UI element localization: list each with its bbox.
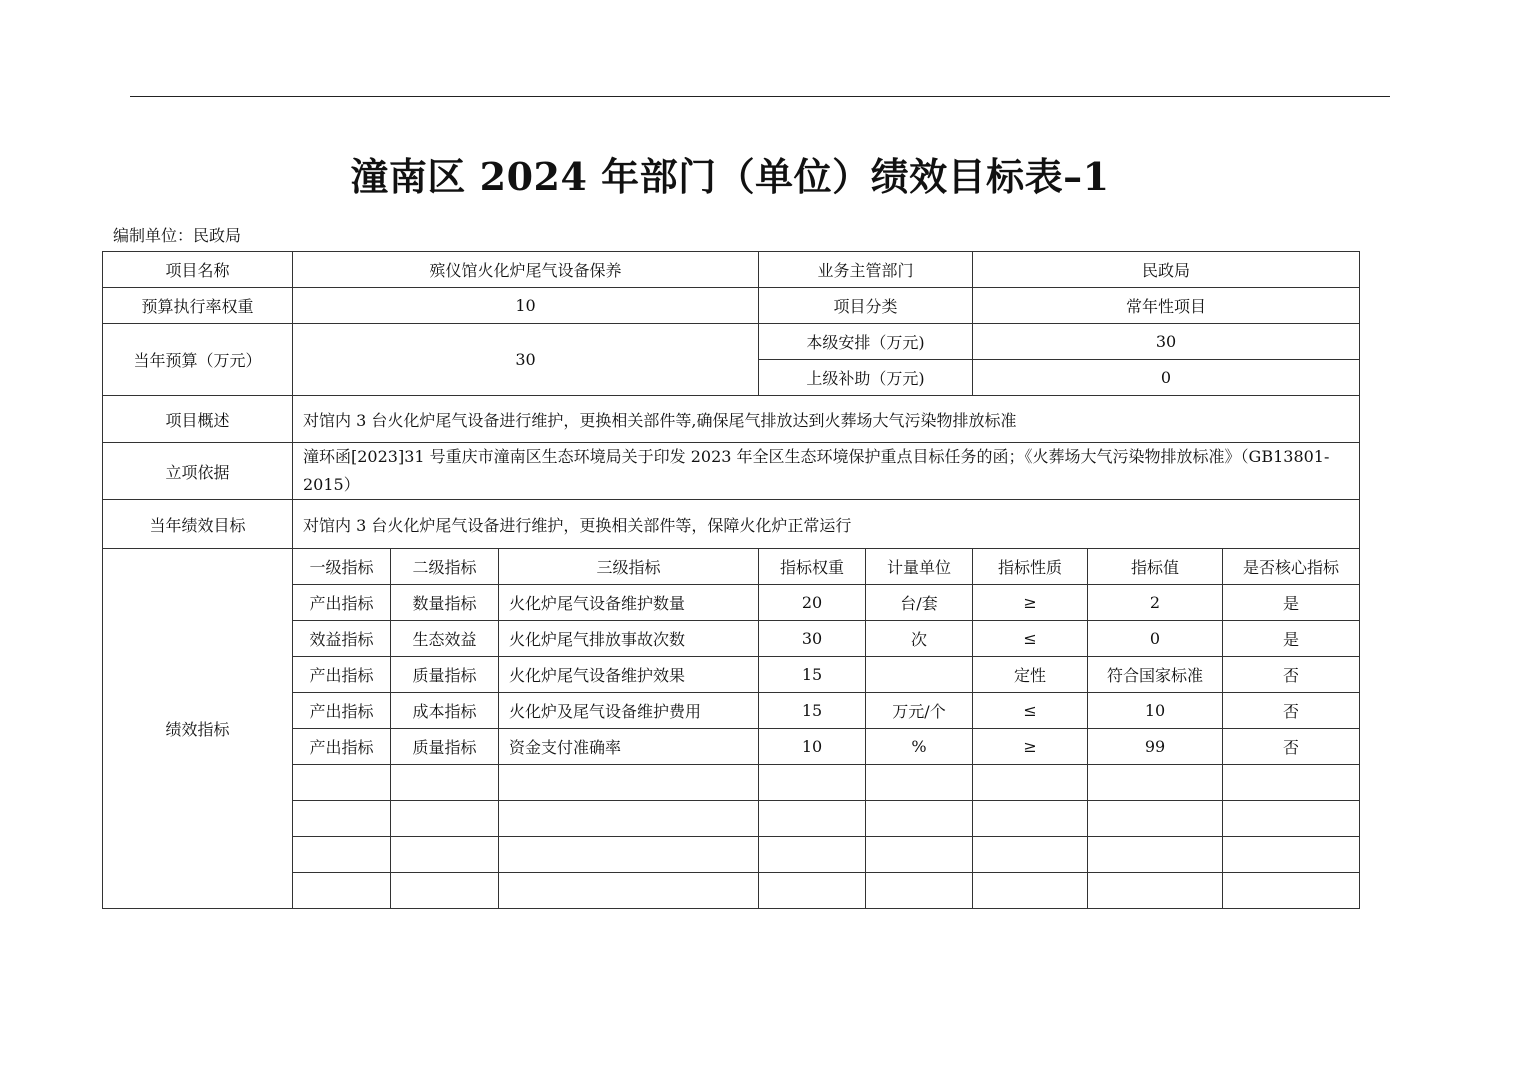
core-cell: 是 bbox=[1223, 585, 1360, 621]
level1-cell: 产出指标 bbox=[293, 729, 391, 765]
level1-cell: 产出指标 bbox=[293, 693, 391, 729]
level3-cell: 火化炉尾气设备维护效果 bbox=[499, 657, 759, 693]
core-cell: 是 bbox=[1223, 621, 1360, 657]
budget-value: 30 bbox=[293, 324, 759, 396]
upper-value: 0 bbox=[973, 360, 1360, 396]
goal-label: 当年绩效目标 bbox=[103, 500, 293, 549]
value-cell: 10 bbox=[1088, 693, 1223, 729]
performance-target-table bbox=[102, 251, 1360, 909]
header-level3: 三级指标 bbox=[499, 549, 759, 585]
indicator-header-row bbox=[103, 549, 1360, 585]
level2-cell: 质量指标 bbox=[391, 729, 499, 765]
core-cell: 否 bbox=[1223, 657, 1360, 693]
header-weight: 指标权重 bbox=[759, 549, 866, 585]
weight-cell: 20 bbox=[759, 585, 866, 621]
goal-value: 对馆内 3 台火化炉尾气设备进行维护，更换相关部件等，保障火化炉正常运行 bbox=[293, 500, 1360, 549]
local-value: 30 bbox=[973, 324, 1360, 360]
basis-label: 立项依据 bbox=[103, 443, 293, 500]
indicators-section-label: 绩效指标 bbox=[103, 549, 293, 909]
level1-cell: 产出指标 bbox=[293, 657, 391, 693]
value-cell: 99 bbox=[1088, 729, 1223, 765]
row-budget-weight bbox=[103, 288, 1360, 324]
value-cell: 0 bbox=[1088, 621, 1223, 657]
nature-cell: ≤ bbox=[973, 693, 1088, 729]
dept-label: 业务主管部门 bbox=[759, 252, 973, 288]
unit-cell: 次 bbox=[866, 621, 973, 657]
level3-cell: 火化炉尾气设备维护数量 bbox=[499, 585, 759, 621]
category-label: 项目分类 bbox=[759, 288, 973, 324]
row-goal bbox=[103, 500, 1360, 549]
header-level1: 一级指标 bbox=[293, 549, 391, 585]
unit-cell bbox=[866, 657, 973, 693]
level3-cell: 火化炉及尾气设备维护费用 bbox=[499, 693, 759, 729]
row-overview bbox=[103, 396, 1360, 443]
header-unit: 计量单位 bbox=[866, 549, 973, 585]
weight-cell: 30 bbox=[759, 621, 866, 657]
header-level2: 二级指标 bbox=[391, 549, 499, 585]
weight-cell: 15 bbox=[759, 693, 866, 729]
local-label: 本级安排（万元) bbox=[759, 324, 973, 360]
budget-label: 当年预算（万元） bbox=[103, 324, 293, 396]
nature-cell: 定性 bbox=[973, 657, 1088, 693]
unit-cell: % bbox=[866, 729, 973, 765]
basis-value: 潼环函[2023]31 号重庆市潼南区生态环境局关于印发 2023 年全区生态环境保护重点目标任务的函；《火葬场大气污染物排放标准》（GB13801-2015） bbox=[293, 443, 1360, 500]
row-basis bbox=[103, 443, 1360, 500]
compiler-unit: 编制单位：民政局 bbox=[113, 226, 242, 245]
dept-value: 民政局 bbox=[973, 252, 1360, 288]
header-nature: 指标性质 bbox=[973, 549, 1088, 585]
header-value: 指标值 bbox=[1088, 549, 1223, 585]
level2-cell: 质量指标 bbox=[391, 657, 499, 693]
weight-cell: 15 bbox=[759, 657, 866, 693]
level1-cell: 产出指标 bbox=[293, 585, 391, 621]
page-title: 潼南区 2024 年部门（单位）绩效目标表–1 bbox=[350, 154, 1110, 199]
project-name-value: 殡仪馆火化炉尾气设备保养 bbox=[293, 252, 759, 288]
nature-cell: ≥ bbox=[973, 585, 1088, 621]
core-cell: 否 bbox=[1223, 693, 1360, 729]
nature-cell: ≤ bbox=[973, 621, 1088, 657]
nature-cell: ≥ bbox=[973, 729, 1088, 765]
overview-value: 对馆内 3 台火化炉尾气设备进行维护，更换相关部件等,确保尾气排放达到火葬场大气污染物排放标准 bbox=[293, 396, 1360, 443]
value-cell: 符合国家标准 bbox=[1088, 657, 1223, 693]
header-rule bbox=[130, 96, 1390, 97]
upper-label: 上级补助（万元) bbox=[759, 360, 973, 396]
row-annual-budget bbox=[103, 324, 1360, 360]
weight-value: 10 bbox=[293, 288, 759, 324]
weight-label: 预算执行率权重 bbox=[103, 288, 293, 324]
weight-cell: 10 bbox=[759, 729, 866, 765]
unit-cell: 万元/个 bbox=[866, 693, 973, 729]
unit-cell: 台/套 bbox=[866, 585, 973, 621]
header-core: 是否核心指标 bbox=[1223, 549, 1360, 585]
overview-label: 项目概述 bbox=[103, 396, 293, 443]
row-project-name bbox=[103, 252, 1360, 288]
level2-cell: 成本指标 bbox=[391, 693, 499, 729]
value-cell: 2 bbox=[1088, 585, 1223, 621]
category-value: 常年性项目 bbox=[973, 288, 1360, 324]
level3-cell: 火化炉尾气排放事故次数 bbox=[499, 621, 759, 657]
level3-cell: 资金支付准确率 bbox=[499, 729, 759, 765]
project-name-label: 项目名称 bbox=[103, 252, 293, 288]
level2-cell: 数量指标 bbox=[391, 585, 499, 621]
core-cell: 否 bbox=[1223, 729, 1360, 765]
level2-cell: 生态效益 bbox=[391, 621, 499, 657]
level1-cell: 效益指标 bbox=[293, 621, 391, 657]
